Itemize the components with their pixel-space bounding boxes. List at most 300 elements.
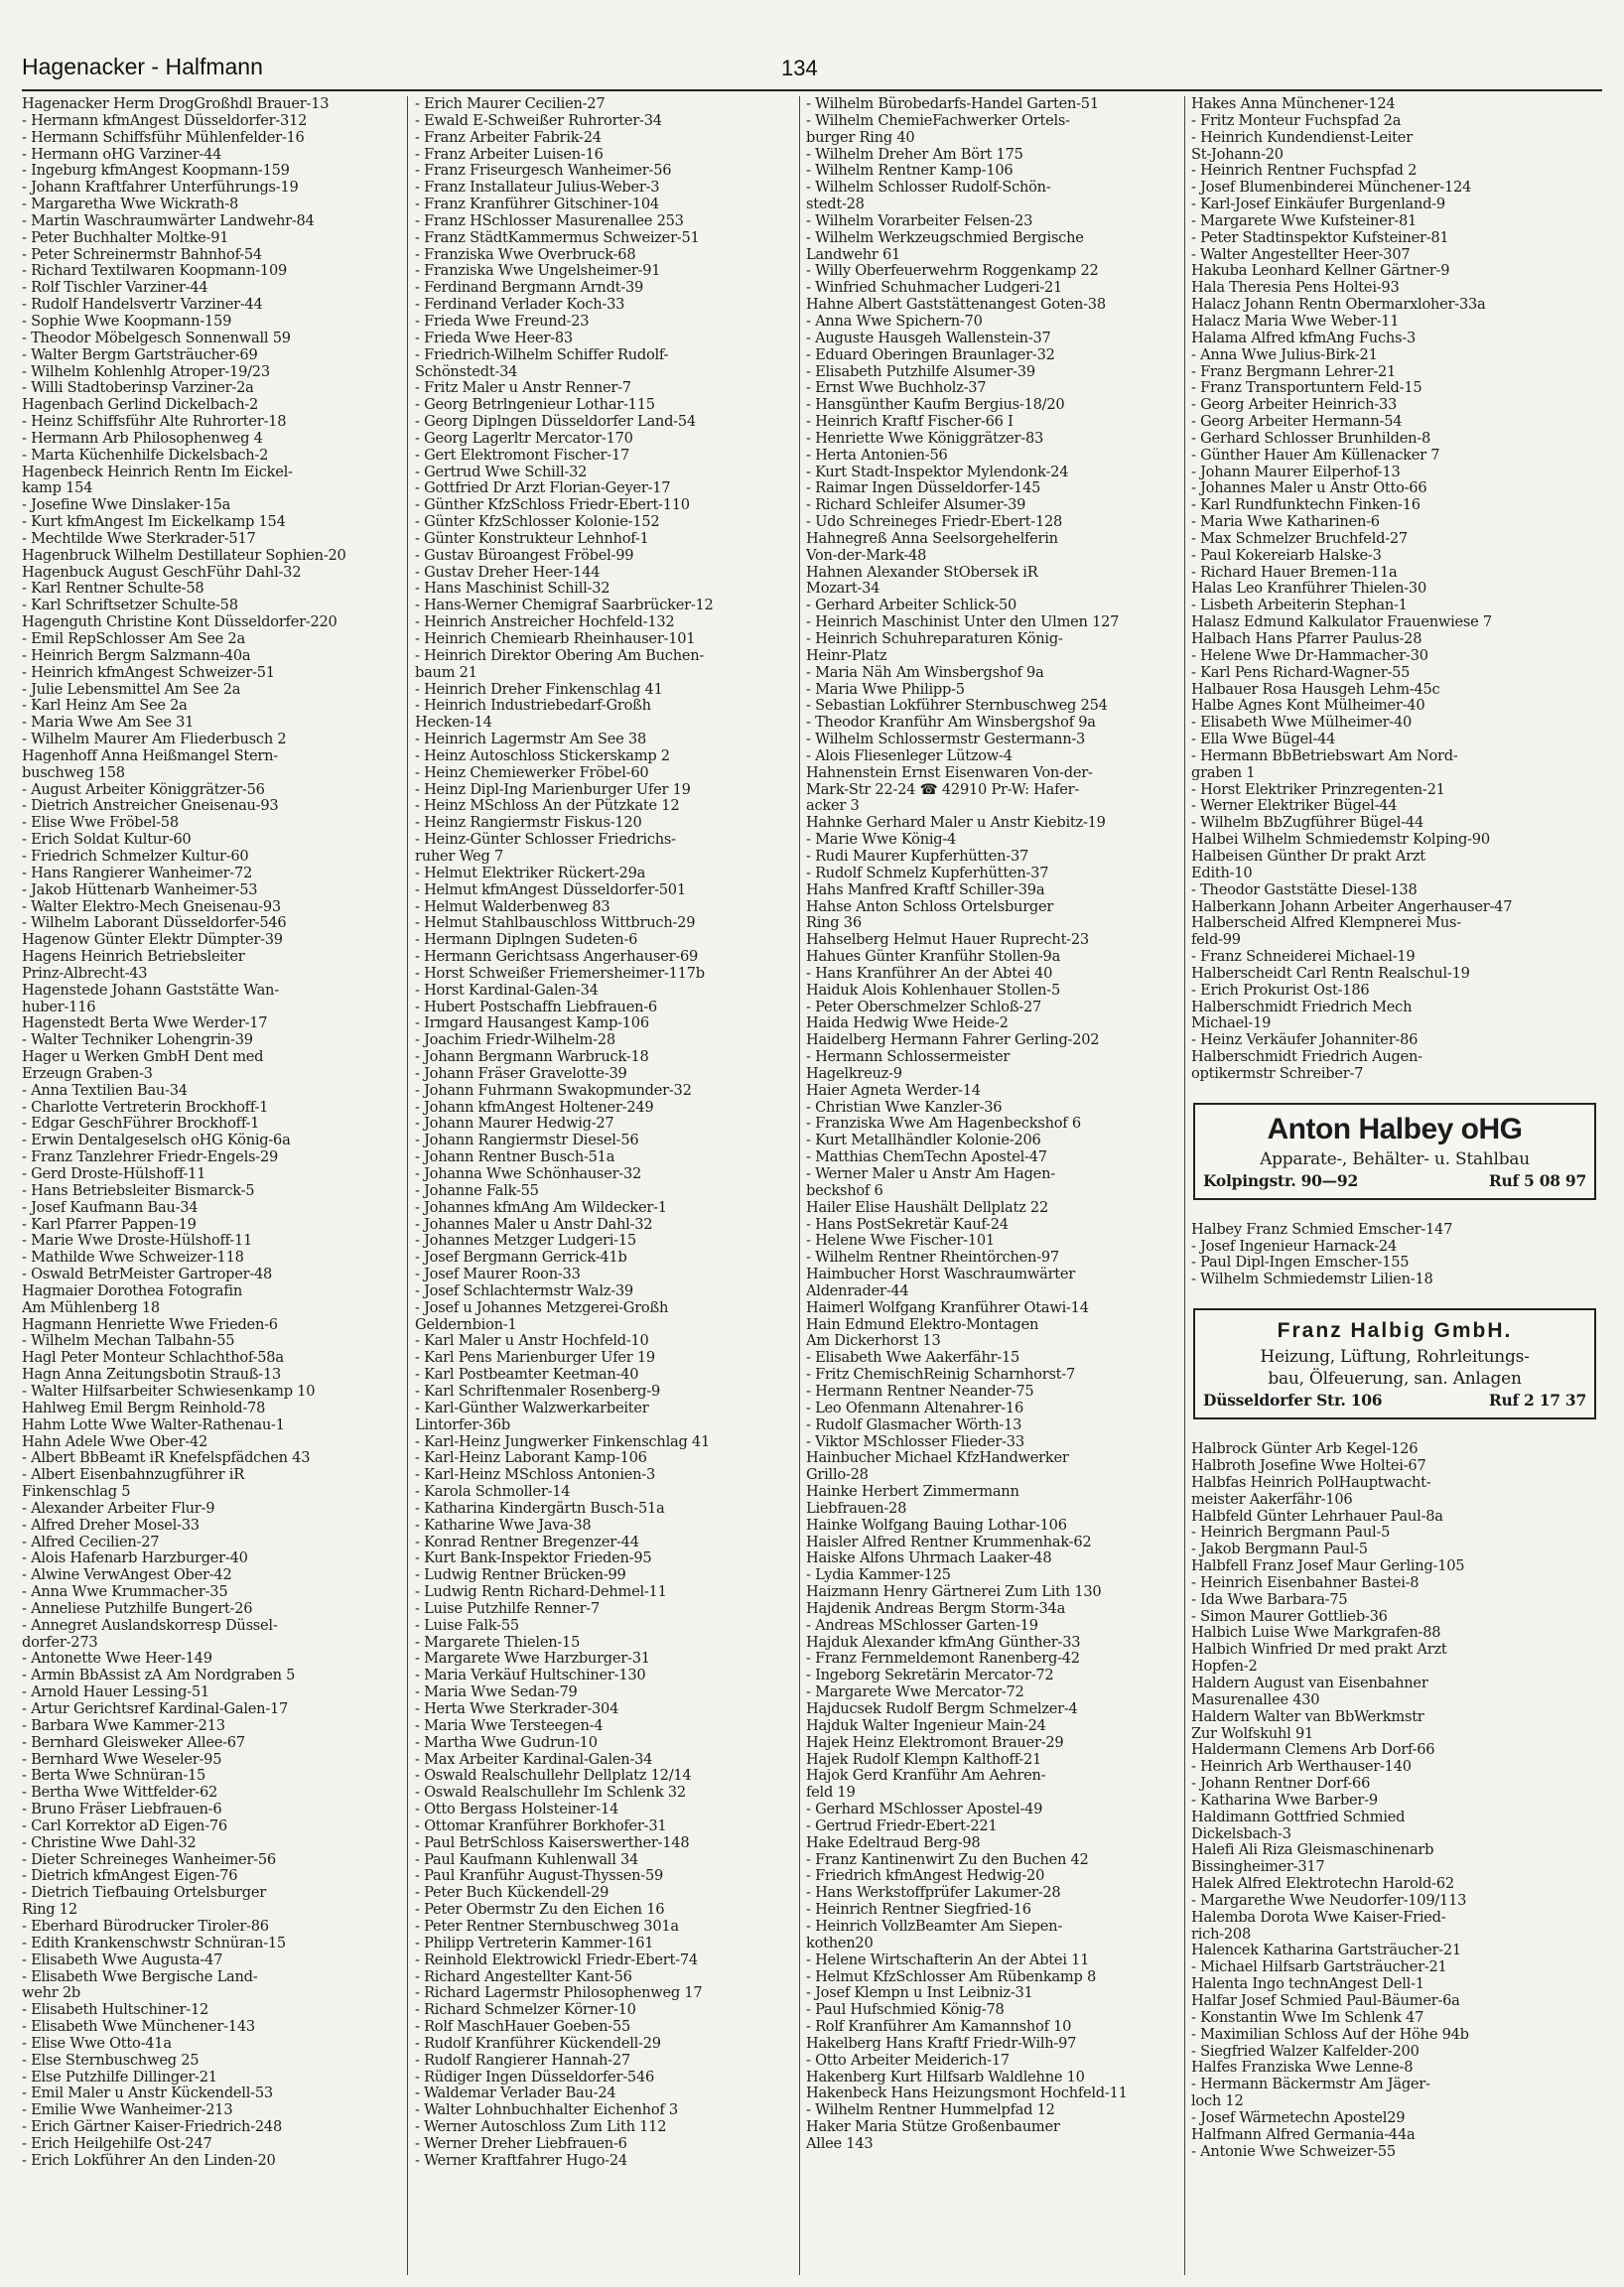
directory-entry: - Elisabeth Wwe Augusta-47 <box>22 1951 223 1968</box>
directory-entry: Grillo-28 <box>806 1467 869 1484</box>
directory-entry: - Johann Rangiermstr Diesel-56 <box>415 1133 639 1149</box>
directory-entry: Hajduk Walter Ingenieur Main-24 <box>806 1717 1046 1734</box>
directory-entry: - Karl Pens Richard-Wagner-55 <box>1191 664 1411 681</box>
directory-entry: - Peter Buchhalter Moltke-91 <box>22 229 229 246</box>
directory-entry: - Dietrich Tiefbauing Ortelsburger <box>22 1885 266 1902</box>
directory-entry: - Maria Verkäuf Hultschiner-130 <box>415 1668 646 1684</box>
directory-entry: Hecken-14 <box>415 715 492 732</box>
directory-entry: - Friedrich Schmelzer Kultur-60 <box>22 848 249 865</box>
directory-entry: - Margarete Wwe Kufsteiner-81 <box>1191 212 1418 229</box>
directory-entry: Hahne Albert Gaststättenangest Goten-38 <box>806 297 1106 314</box>
directory-entry: Hain Edmund Elektro-Montagen <box>806 1316 1039 1333</box>
directory-entry: Hailer Elise Haushält Dellplatz 22 <box>806 1199 1048 1216</box>
directory-entry: - Rudolf Glasmacher Wörth-13 <box>806 1416 1022 1433</box>
directory-entry: - Josef Ingenieur Harnack-24 <box>1191 1238 1397 1255</box>
directory-entry: - Heinrich Industriebedarf-Großh <box>415 698 651 715</box>
directory-entry: - Karl Postbeamter Keetman-40 <box>415 1367 639 1384</box>
directory-entry: Hakes Anna Münchener-124 <box>1191 96 1396 112</box>
directory-entry: - Johann Rentner Busch-51a <box>415 1149 615 1166</box>
directory-entry: - Helmut Walderbenweg 83 <box>415 898 610 915</box>
directory-entry: - Heinz Dipl-Ing Marienburger Ufer 19 <box>415 781 691 798</box>
directory-entry: - Marie Wwe Droste-Hülshoff-11 <box>22 1233 253 1250</box>
directory-entry: - Peter Oberschmelzer Schloß-27 <box>806 999 1042 1015</box>
ad-phone: Ruf 2 17 37 <box>1488 1391 1586 1411</box>
directory-entry: - Martin Waschraumwärter Landwehr-84 <box>22 212 315 229</box>
directory-entry: Lintorfer-36b <box>415 1416 510 1433</box>
directory-entry: Hainke Wolfgang Bauing Lothar-106 <box>806 1517 1067 1534</box>
directory-entry: - Georg Betrlngenieur Lothar-115 <box>415 397 655 414</box>
directory-entry: Halek Alfred Elektrotechn Harold-62 <box>1191 1876 1454 1893</box>
directory-entry: - Wilhelm Schlossermstr Gestermann-3 <box>806 732 1086 748</box>
directory-entry: - Heinrich Chemiearb Rheinhauser-101 <box>415 631 696 647</box>
directory-entry: Halbach Hans Pfarrer Paulus-28 <box>1191 631 1422 647</box>
directory-entry: - Wilhelm Vorarbeiter Felsen-23 <box>806 212 1033 229</box>
directory-entry: - Horst Schweißer Friemersheimer-117b <box>415 965 705 982</box>
directory-entry: - Lisbeth Arbeiterin Stephan-1 <box>1191 598 1408 614</box>
directory-entry: - Albert BbBeamt iR Knefelspfädchen 43 <box>22 1450 311 1467</box>
page-header <box>22 50 1602 89</box>
directory-entry: Hahnegreß Anna Seelsorgehelferin <box>806 530 1058 547</box>
directory-entry: - Oswald Realschullehr Dellplatz 12/14 <box>415 1768 692 1785</box>
directory-entry: Mark-Str 22-24 ☎ 42910 Pr-W: Hafer- <box>806 781 1080 798</box>
directory-entry: Hajducsek Rudolf Bergm Schmelzer-4 <box>806 1701 1078 1717</box>
directory-entry: - Heinz Autoschloss Stickerskamp 2 <box>415 747 670 764</box>
directory-entry: - Friedrich-Wilhelm Schiffer Rudolf- <box>415 346 669 363</box>
directory-entry: Prinz-Albrecht-43 <box>22 965 148 982</box>
directory-entry: Hagenguth Christine Kont Düsseldorfer-220 <box>22 614 338 631</box>
directory-entry: - Josef Maurer Roon-33 <box>415 1267 581 1283</box>
directory-entry: - Else Putzhilfe Dillinger-21 <box>22 2069 217 2085</box>
directory-entry: Michael-19 <box>1191 1015 1272 1032</box>
directory-entry: - Margaretha Wwe Wickrath-8 <box>22 197 239 213</box>
directory-entry: - Ernst Wwe Buchholz-37 <box>806 380 987 397</box>
directory-entry: - Hans Rangierer Wanheimer-72 <box>22 865 253 881</box>
directory-entry: - Franz HSchlosser Masurenallee 253 <box>415 212 684 229</box>
directory-entry: Halacz Maria Wwe Weber-11 <box>1191 313 1400 330</box>
directory-entry: - Hermann Arb Philosophenweg 4 <box>22 430 263 447</box>
directory-entry: - Luise Putzhilfe Renner-7 <box>415 1600 601 1617</box>
directory-entry: - Franziska Wwe Am Hagenbeckshof 6 <box>806 1116 1081 1133</box>
directory-entry: - Gerhard Arbeiter Schlick-50 <box>806 598 1017 614</box>
directory-entry: - Rudolf Handelsvertr Varziner-44 <box>22 297 263 314</box>
directory-entry: Haldimann Gottfried Schmied <box>1191 1809 1406 1825</box>
directory-entry: - August Arbeiter Königgrätzer-56 <box>22 781 265 798</box>
directory-entry: - Karola Schmoller-14 <box>415 1484 571 1501</box>
directory-entry: - Horst Kardinal-Galen-34 <box>415 982 599 999</box>
directory-entry: - Heinz MSchloss An der Pützkate 12 <box>415 798 680 815</box>
directory-entry: - Heinz Chemiewerker Fröbel-60 <box>415 764 649 781</box>
directory-entry: - Werner Elektriker Bügel-44 <box>1191 798 1398 815</box>
directory-entry: - Heinrich Schuhreparaturen König- <box>806 631 1063 647</box>
directory-entry: feld 19 <box>806 1785 856 1802</box>
directory-entry: - Julie Lebensmittel Am See 2a <box>22 681 241 698</box>
directory-entry: - Horst Elektriker Prinzregenten-21 <box>1191 781 1445 798</box>
directory-entry: Hainbucher Michael KfzHandwerker <box>806 1450 1069 1467</box>
directory-entry: - Franz Arbeiter Fabrik-24 <box>415 129 602 146</box>
directory-entry: - Hans PostSekretär Kauf-24 <box>806 1216 1009 1233</box>
directory-entry: - Erich Maurer Cecilien-27 <box>415 96 606 112</box>
directory-entry: - Elise Wwe Otto-41a <box>22 2035 172 2052</box>
directory-entry: - Helene Wirtschafterin An der Abtei 11 <box>806 1951 1090 1968</box>
directory-entry: Hagenstede Johann Gaststätte Wan- <box>22 982 279 999</box>
directory-entry: optikermstr Schreiber-7 <box>1191 1065 1364 1082</box>
directory-entry: - Hermann Schiffsführ Mühlenfelder-16 <box>22 129 305 146</box>
directory-entry: Hagenbuck August GeschFühr Dahl-32 <box>22 564 302 581</box>
directory-entry: - Johann Bergmann Warbruck-18 <box>415 1049 649 1066</box>
directory-entry: - Hermann Rentner Neander-75 <box>806 1383 1034 1400</box>
ad-address: Düsseldorfer Str. 106 <box>1203 1391 1383 1411</box>
directory-entry: Hajek Rudolf Klempn Kalthoff-21 <box>806 1751 1042 1768</box>
directory-entry: feld-99 <box>1191 932 1241 949</box>
directory-entry: - Ewald E-Schweißer Ruhrorter-34 <box>415 112 662 129</box>
header-rule <box>22 89 1602 91</box>
directory-entry: - Leo Ofenmann Altenahrer-16 <box>806 1400 1023 1416</box>
directory-entry: - Hermann BbBetriebswart Am Nord- <box>1191 747 1458 764</box>
directory-entry: - Paul Kranführ August-Thyssen-59 <box>415 1868 664 1885</box>
directory-entry: - Elisabeth Hultschiner-12 <box>22 2002 209 2019</box>
directory-entry: Halbauer Rosa Hausgeh Lehm-45c <box>1191 681 1440 698</box>
directory-entry: - Heinrich kfmAngest Schweizer-51 <box>22 664 275 681</box>
directory-entry: - Elisabeth Wwe Münchener-143 <box>22 2019 255 2036</box>
ad-services: Apparate-, Behälter- u. Stahlbau <box>1260 1148 1530 1169</box>
directory-entry: - Viktor MSchlosser Flieder-33 <box>806 1433 1024 1450</box>
directory-entry: Erzeugn Graben-3 <box>22 1065 153 1082</box>
directory-entry: - Katharine Wwe Java-38 <box>415 1517 592 1534</box>
directory-entry: Aldenrader-44 <box>806 1282 909 1299</box>
directory-entry: St-Johann-20 <box>1191 146 1284 163</box>
directory-entry: - Emil Maler u Anstr Kückendell-53 <box>22 2085 273 2102</box>
directory-entry: Geldernbion-1 <box>415 1316 517 1333</box>
directory-entry: - Wilhelm Bürobedarfs-Handel Garten-51 <box>806 96 1099 112</box>
directory-entry: Halbrock Günter Arb Kegel-126 <box>1191 1441 1419 1458</box>
directory-entry: - Bertha Wwe Wittfelder-62 <box>22 1785 218 1802</box>
directory-entry: baum 21 <box>415 664 477 681</box>
directory-entry: Haimerl Wolfgang Kranführer Otawi-14 <box>806 1299 1089 1316</box>
directory-entry: - Alexander Arbeiter Flur-9 <box>22 1500 215 1517</box>
directory-entry: - Franziska Wwe Ungelsheimer-91 <box>415 263 661 280</box>
directory-entry: Zur Wolfskuhl 91 <box>1191 1725 1314 1742</box>
directory-entry: Masurenallee 430 <box>1191 1691 1320 1708</box>
directory-entry: - Bernhard Gleisweker Allee-67 <box>22 1734 245 1751</box>
directory-entry: - Theodor Gaststätte Diesel-138 <box>1191 881 1418 898</box>
directory-entry: - Heinz Verkäufer Johanniter-86 <box>1191 1032 1419 1049</box>
directory-entry: - Luise Falk-55 <box>415 1617 519 1634</box>
directory-entry: - Josef Bergmann Gerrick-41b <box>415 1250 627 1267</box>
directory-entry: meister Aakerfähr-106 <box>1191 1491 1353 1508</box>
directory-entry: Hahnen Alexander StObersek iR <box>806 564 1038 581</box>
directory-entry: - Richard Schmelzer Körner-10 <box>415 2002 636 2019</box>
directory-entry: - Hermann Diplngen Sudeten-6 <box>415 932 638 949</box>
directory-entry: Haiske Alfons Uhrmach Laaker-48 <box>806 1550 1052 1567</box>
directory-entry: - Paul Hufschmied König-78 <box>806 2002 1005 2019</box>
directory-entry: - Maria Wwe Katharinen-6 <box>1191 514 1380 531</box>
directory-entry: Haida Hedwig Wwe Heide-2 <box>806 1015 1009 1032</box>
directory-entry: kothen20 <box>806 1935 874 1951</box>
directory-entry: - Philipp Vertreterin Kammer-161 <box>415 1935 654 1951</box>
directory-entry: - Alfred Dreher Mosel-33 <box>22 1517 200 1534</box>
directory-entry: - Walter Techniker Lohengrin-39 <box>22 1032 253 1049</box>
directory-entry: - Theodor Möbelgesch Sonnenwall 59 <box>22 330 291 346</box>
directory-entry: - Alfred Cecilien-27 <box>22 1534 160 1550</box>
directory-entry: - Lydia Kammer-125 <box>806 1567 951 1584</box>
directory-entry: Halbe Agnes Kont Mülheimer-40 <box>1191 698 1425 715</box>
directory-entry: Haizmann Henry Gärtnerei Zum Lith 130 <box>806 1584 1102 1601</box>
directory-entry: Hagenacker Herm DrogGroßhdl Brauer-13 <box>22 96 330 112</box>
directory-entry: - Gustav Büroangest Fröbel-99 <box>415 547 634 564</box>
directory-entry: - Johanna Wwe Schönhauser-32 <box>415 1166 642 1182</box>
directory-entry: Hakenberg Kurt Hilfsarb Waldlehne 10 <box>806 2069 1085 2085</box>
directory-entry: Halencek Katharina Gartsträucher-21 <box>1191 1943 1461 1959</box>
directory-entry: - Christian Wwe Kanzler-36 <box>806 1099 1003 1116</box>
directory-entry: kamp 154 <box>22 480 93 497</box>
directory-entry: - Peter Rentner Sternbuschweg 301a <box>415 1918 679 1935</box>
directory-entry: - Heinrich Eisenbahner Bastei-8 <box>1191 1574 1420 1591</box>
directory-entry: - Anneliese Putzhilfe Bungert-26 <box>22 1600 253 1617</box>
directory-entry: Hagenstedt Berta Wwe Werder-17 <box>22 1015 268 1032</box>
directory-entry: - Margarete Wwe Mercator-72 <box>806 1684 1024 1701</box>
directory-entry: - Günther KfzSchloss Friedr-Ebert-110 <box>415 497 690 514</box>
directory-entry: - Karl Schriftsetzer Schulte-58 <box>22 598 238 614</box>
directory-entry: - Otto Arbeiter Meiderich-17 <box>806 2052 1010 2069</box>
ad-contact <box>1203 1390 1586 1412</box>
directory-entry: - Maria Wwe Philipp-5 <box>806 681 965 698</box>
directory-entry: - Johann Kraftfahrer Unterführungs-19 <box>22 180 299 197</box>
directory-entry: Haisler Alfred Rentner Krummenhak-62 <box>806 1534 1092 1550</box>
directory-entry: - Ludwig Rentn Richard-Dehmel-11 <box>415 1584 667 1601</box>
directory-entry: Hajdenik Andreas Bergm Storm-34a <box>806 1600 1066 1617</box>
directory-entry: - Rudolf Rangierer Hannah-27 <box>415 2052 630 2069</box>
directory-entry: - Josef Wärmetechn Apostel29 <box>1191 2109 1406 2126</box>
directory-entry: - Karl-Josef Einkäufer Burgenland-9 <box>1191 197 1445 213</box>
directory-entry: - Mechtilde Wwe Sterkrader-517 <box>22 530 256 547</box>
directory-entry: - Reinhold Elektrowickl Friedr-Ebert-74 <box>415 1951 698 1968</box>
directory-entry: - Werner Kraftfahrer Hugo-24 <box>415 2152 627 2169</box>
directory-entry: - Peter Buch Kückendell-29 <box>415 1885 609 1902</box>
directory-entry: - Gerhard Schlosser Brunhilden-8 <box>1191 430 1430 447</box>
directory-entry: - Rüdiger Ingen Düsseldorfer-546 <box>415 2069 655 2085</box>
directory-entry: Halefi Ali Riza Gleismaschinenarb <box>1191 1842 1434 1859</box>
entry-list <box>1191 1222 1602 1288</box>
directory-entry: - Georg Arbeiter Hermann-54 <box>1191 414 1403 431</box>
page-number: 134 <box>781 56 818 80</box>
directory-entry: - Erich Heilgehilfe Ost-247 <box>22 2135 212 2152</box>
directory-entry: Liebfrauen-28 <box>806 1500 907 1517</box>
directory-entry: - Siegfried Walzer Kalfelder-200 <box>1191 2043 1420 2060</box>
directory-entry: - Gustav Dreher Heer-144 <box>415 564 601 581</box>
directory-entry: - Maria Wwe Am See 31 <box>22 715 195 732</box>
directory-entry: Hahm Lotte Wwe Walter-Rathenau-1 <box>22 1416 285 1433</box>
directory-entry: - Werner Autoschloss Zum Lith 112 <box>415 2119 667 2136</box>
directory-entry: - Andreas MSchlosser Garten-19 <box>806 1617 1038 1634</box>
directory-entry: - Rudi Maurer Kupferhütten-37 <box>806 848 1029 865</box>
directory-entry: Hahse Anton Schloss Ortelsburger <box>806 898 1054 915</box>
directory-entry: acker 3 <box>806 798 860 815</box>
directory-entry: Am Dickerhorst 13 <box>806 1333 941 1350</box>
directory-entry: - Johannes Maler u Anstr Otto-66 <box>1191 480 1427 497</box>
directory-entry: - Ottomar Kranführer Borkhofer-31 <box>415 1817 667 1834</box>
directory-entry: - Karl-Heinz Jungwerker Finkenschlag 41 <box>415 1433 710 1450</box>
directory-entry: - Franz Transportuntern Feld-15 <box>1191 380 1422 397</box>
directory-entry: - Heinrich Rentner Siegfried-16 <box>806 1902 1031 1919</box>
directory-entry: - Friedrich kfmAngest Hedwig-20 <box>806 1868 1045 1885</box>
directory-entry: - Margarethe Wwe Neudorfer-109/113 <box>1191 1892 1467 1909</box>
directory-entry: stedt-28 <box>806 197 865 213</box>
directory-entry: - Kurt Metallhändler Kolonie-206 <box>806 1133 1041 1149</box>
directory-entry: - Alwine VerwAngest Ober-42 <box>22 1567 232 1584</box>
directory-entry: - Erich Gärtner Kaiser-Friedrich-248 <box>22 2119 282 2136</box>
entry-list <box>415 96 797 2170</box>
directory-entry: Halemba Dorota Wwe Kaiser-Fried- <box>1191 1909 1446 1926</box>
directory-entry: Halberscheidt Carl Rentn Realschul-19 <box>1191 965 1470 982</box>
directory-entry: - Franz Kantinenwirt Zu den Buchen 42 <box>806 1851 1089 1868</box>
directory-entry: - Gerhard MSchlosser Apostel-49 <box>806 1802 1043 1818</box>
directory-entry: - Johann Fuhrmann Swakopmunder-32 <box>415 1082 692 1099</box>
directory-entry: - Franziska Wwe Overbruck-68 <box>415 246 636 263</box>
advertisement-franz-halbig <box>1193 1308 1596 1419</box>
directory-entry: - Charlotte Vertreterin Brockhoff-1 <box>22 1099 269 1116</box>
directory-entry: - Heinrich Kraftf Fischer-66 I <box>806 414 1014 431</box>
directory-entry: - Emilie Wwe Wanheimer-213 <box>22 2102 233 2119</box>
directory-entry: Haldern August van Eisenbahner <box>1191 1675 1428 1691</box>
directory-entry: Dickelsbach-3 <box>1191 1825 1291 1842</box>
directory-entry: Finkenschlag 5 <box>22 1484 131 1501</box>
directory-entry: Hakelberg Hans Kraftf Friedr-Wilh-97 <box>806 2035 1077 2052</box>
directory-entry: - Richard Angestellter Kant-56 <box>415 1968 632 1985</box>
directory-entry: - Elisabeth Wwe Mülheimer-40 <box>1191 715 1413 732</box>
directory-entry: - Edith Krankenschwstr Schnüran-15 <box>22 1935 286 1951</box>
directory-entry: Allee 143 <box>806 2135 874 2152</box>
directory-entry: - Maria Wwe Sedan-79 <box>415 1684 578 1701</box>
directory-entry: Hainke Herbert Zimmermann <box>806 1484 1019 1501</box>
directory-entry: - Ella Wwe Bügel-44 <box>1191 732 1336 748</box>
directory-entry: - Wilhelm Dreher Am Bört 175 <box>806 146 1023 163</box>
directory-entry: - Johanne Falk-55 <box>415 1182 539 1199</box>
directory-entry: Schönstedt-34 <box>415 363 518 380</box>
directory-entry: - Heinrich Direktor Obering Am Buchen- <box>415 647 705 664</box>
directory-entry: - Wilhelm Mechan Talbahn-55 <box>22 1333 235 1350</box>
directory-entry: - Kurt Bank-Inspektor Frieden-95 <box>415 1550 652 1567</box>
directory-entry: - Kurt Stadt-Inspektor Mylendonk-24 <box>806 464 1069 480</box>
directory-entry: Halas Leo Kranführer Thielen-30 <box>1191 581 1426 598</box>
directory-entry: - Elise Wwe Fröbel-58 <box>22 815 179 832</box>
directory-entry: - Ferdinand Bergmann Arndt-39 <box>415 280 644 297</box>
directory-entry: - Sophie Wwe Koopmann-159 <box>22 313 232 330</box>
ad-company-name: Anton Halbey oHG <box>1267 1112 1523 1145</box>
directory-entry: - Udo Schreineges Friedr-Ebert-128 <box>806 514 1063 531</box>
directory-entry: - Heinrich VollzBeamter Am Siepen- <box>806 1918 1063 1935</box>
directory-entry: - Heinz Schiffsführ Alte Ruhrorter-18 <box>22 414 287 431</box>
directory-entry: Hager u Werken GmbH Dent med <box>22 1049 264 1066</box>
directory-entry: - Oswald Realschullehr Im Schlenk 32 <box>415 1785 686 1802</box>
directory-entry: Hagl Peter Monteur Schlachthof-58a <box>22 1350 284 1367</box>
directory-entry: - Otto Bergass Holsteiner-14 <box>415 1802 619 1818</box>
directory-entry: - Franz Installateur Julius-Weber-3 <box>415 180 660 197</box>
directory-entry: - Hans-Werner Chemigraf Saarbrücker-12 <box>415 598 714 614</box>
directory-entry: - Karl Rentner Schulte-58 <box>22 581 204 598</box>
directory-entry: - Heinrich Maschinist Unter den Ulmen 127 <box>806 614 1120 631</box>
directory-entry: - Frieda Wwe Freund-23 <box>415 313 590 330</box>
directory-entry: - Heinrich Rentner Fuchspfad 2 <box>1191 163 1418 180</box>
directory-entry: - Anna Wwe Spichern-70 <box>806 313 983 330</box>
directory-entry: - Herta Wwe Sterkrader-304 <box>415 1701 619 1717</box>
directory-entry: Halbich Winfried Dr med prakt Arzt <box>1191 1642 1447 1659</box>
directory-entry: - Theodor Kranführ Am Winsbergshof 9a <box>806 715 1096 732</box>
directory-entry: - Antonie Wwe Schweizer-55 <box>1191 2143 1396 2160</box>
directory-entry: - Anna Textilien Bau-34 <box>22 1082 188 1099</box>
directory-entry: - Johann Maurer Hedwig-27 <box>415 1116 614 1133</box>
directory-entry: Halbfas Heinrich PolHauptwacht- <box>1191 1474 1431 1491</box>
directory-entry: - Johann kfmAngest Holtener-249 <box>415 1099 654 1116</box>
directory-entry: Hagenbeck Heinrich Rentn Im Eickel- <box>22 464 293 480</box>
directory-entry: Hagenow Günter Elektr Dümpter-39 <box>22 932 283 949</box>
directory-entry: - Emil RepSchlosser Am See 2a <box>22 631 245 647</box>
directory-entry: - Peter Stadtinspektor Kufsteiner-81 <box>1191 229 1449 246</box>
directory-entry: - Jakob Bergmann Paul-5 <box>1191 1542 1368 1558</box>
directory-entry: - Johann Rentner Dorf-66 <box>1191 1776 1371 1793</box>
directory-entry: - Franz Kranführer Gitschiner-104 <box>415 197 659 213</box>
directory-entry: - Franz Schneiderei Michael-19 <box>1191 949 1416 966</box>
ad-company-name: Franz Halbig GmbH. <box>1277 1319 1513 1343</box>
directory-entry: - Eberhard Bürodrucker Tiroler-86 <box>22 1918 269 1935</box>
directory-entry: - Heinrich Lagermstr Am See 38 <box>415 732 647 748</box>
directory-entry: Halbfeld Günter Lehrhauer Paul-8a <box>1191 1508 1443 1525</box>
directory-entry: - Dietrich Anstreicher Gneisenau-93 <box>22 798 279 815</box>
directory-entry: - Franz Fernmeldemont Ranenberg-42 <box>806 1651 1080 1668</box>
directory-entry: Haldermann Clemens Arb Dorf-66 <box>1191 1742 1435 1759</box>
directory-entry: - Paul Dipl-Ingen Emscher-155 <box>1191 1255 1410 1272</box>
directory-entry: - Christine Wwe Dahl-32 <box>22 1834 197 1851</box>
directory-entry: Hagenbach Gerlind Dickelbach-2 <box>22 397 259 414</box>
directory-entry: - Matthias ChemTechn Apostel-47 <box>806 1149 1047 1166</box>
directory-entry: - Rolf MaschHauer Goeben-55 <box>415 2019 631 2036</box>
directory-entry: Ring 12 <box>22 1902 77 1919</box>
directory-entry: Hala Theresia Pens Holtei-93 <box>1191 280 1400 297</box>
directory-entry: - Edgar GeschFührer Brockhoff-1 <box>22 1116 260 1133</box>
directory-entry: - Franz Friseurgesch Wanheimer-56 <box>415 163 672 180</box>
directory-entry: Hagmann Henriette Wwe Frieden-6 <box>22 1316 278 1333</box>
directory-entry: Halbei Wilhelm Schmiedemstr Kolping-90 <box>1191 832 1490 849</box>
directory-entry: - Helmut Stahlbauschloss Wittbruch-29 <box>415 915 696 932</box>
directory-entry: - Mathilde Wwe Schweizer-118 <box>22 1250 244 1267</box>
directory-entry: Heinr-Platz <box>806 647 887 664</box>
directory-entry: Halfmann Alfred Germania-44a <box>1191 2126 1416 2143</box>
directory-entry: - Richard Lagermstr Philosophenweg 17 <box>415 1985 703 2002</box>
directory-entry: Hagenhoff Anna Heißmangel Stern- <box>22 747 278 764</box>
directory-entry: - Margarete Thielen-15 <box>415 1634 581 1651</box>
directory-entry: - Günter Konstrukteur Lehnhof-1 <box>415 530 649 547</box>
directory-entry: - Walter Elektro-Mech Gneisenau-93 <box>22 898 281 915</box>
advertisement-anton-halbey <box>1193 1103 1596 1200</box>
directory-entry: Mozart-34 <box>806 581 880 598</box>
directory-entry: - Albert Eisenbahnzugführer iR <box>22 1467 244 1484</box>
directory-entry: Hajek Heinz Elektromont Brauer-29 <box>806 1734 1064 1751</box>
directory-entry: - Wilhelm Schlosser Rudolf-Schön- <box>806 180 1051 197</box>
ad-services-line-1: Heizung, Lüftung, Rohrleitungs- <box>1260 1347 1530 1368</box>
directory-entry: - Joachim Friedr-Wilhelm-28 <box>415 1032 615 1049</box>
directory-entry: - Rolf Kranführer Am Kamannshof 10 <box>806 2019 1072 2036</box>
directory-entry: - Karl-Heinz Laborant Kamp-106 <box>415 1450 647 1467</box>
directory-entry: - Michael Hilfsarb Gartsträucher-21 <box>1191 1959 1447 1976</box>
directory-entry: - Helmut kfmAngest Düsseldorfer-501 <box>415 881 686 898</box>
directory-entry: - Ferdinand Verlader Koch-33 <box>415 297 625 314</box>
directory-entry: beckshof 6 <box>806 1182 883 1199</box>
directory-entry: - Dietrich kfmAngest Eigen-76 <box>22 1868 238 1885</box>
directory-entry: graben 1 <box>1191 764 1256 781</box>
directory-entry: - Josef u Johannes Metzgerei-Großh <box>415 1299 669 1316</box>
directory-entry: - Helene Wwe Fischer-101 <box>806 1233 995 1250</box>
directory-entry: ruher Weg 7 <box>415 848 503 865</box>
directory-entry: - Dieter Schreineges Wanheimer-56 <box>22 1851 276 1868</box>
